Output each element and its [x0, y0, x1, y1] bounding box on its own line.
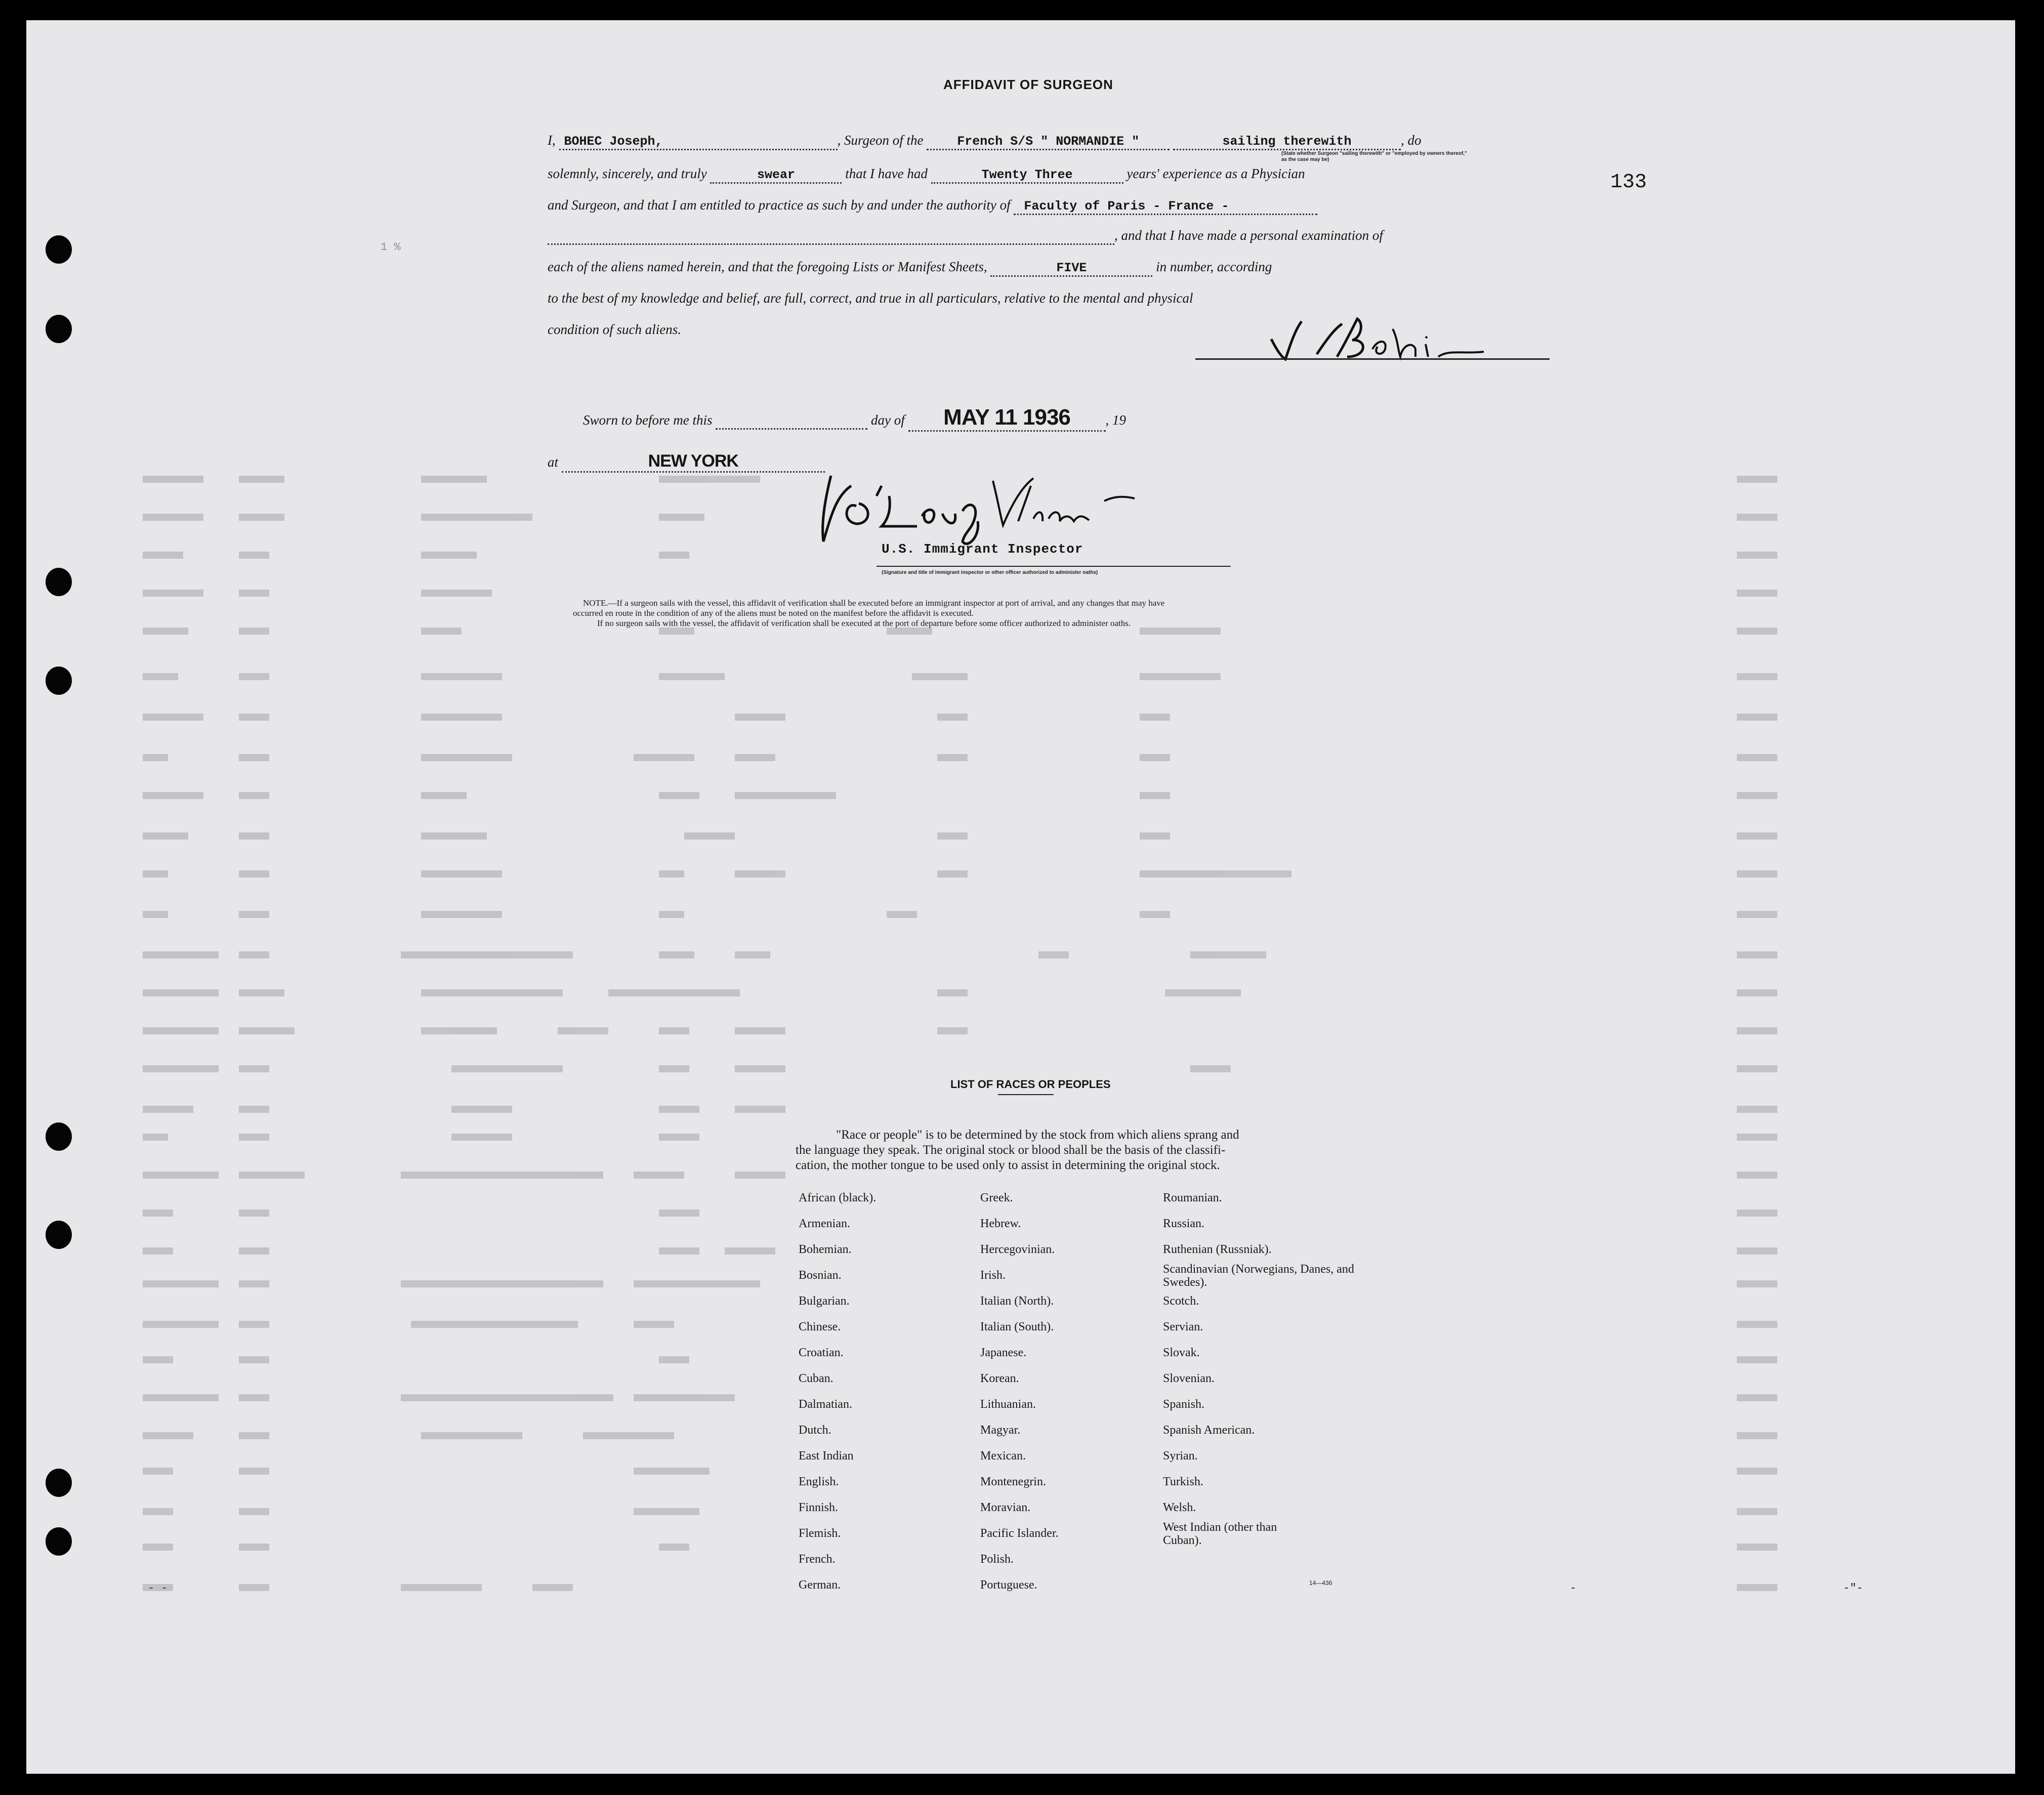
note-line-3: If no surgeon sails with the vessel, the affidavit of verification shall be executed at the port of departure before some officer authorized to administer oaths.: [597, 618, 1131, 628]
affidavit-line-5: each of the aliens named herein, and that the foregoing Lists or Manifest Sheets, FIVE in number, according: [548, 259, 1272, 277]
races-title: LIST OF RACES OR PEOPLES: [950, 1078, 1111, 1091]
signature-line: [1195, 358, 1550, 360]
races-column-3: Roumanian. Russian. Ruthenian (Russniak). Scandinavian (Norwegians, Danes, and Swedes). Scotch. Servian. Slovak. Slovenian. Spanish. Spanish American. Syrian. Turkish. Welsh. West Indian (other than Cuban).: [1163, 1191, 1354, 1547]
sailing-note: (State whether Surgeon "sailing therewith" or "employed by owners thereof," as the case may be): [1281, 151, 1467, 162]
affidavit-title: AFFIDAVIT OF SURGEON: [943, 77, 1113, 92]
sheet-count: FIVE: [990, 261, 1152, 277]
surgeon-signature: [1200, 309, 1555, 364]
inspector-title: U.S. Immigrant Inspector: [882, 541, 1083, 557]
oath-type: swear: [710, 168, 842, 184]
surgeon-name: BOHEC Joseph,: [559, 134, 838, 150]
inspector-line: [877, 566, 1231, 567]
margin-mark: 1 %: [381, 241, 401, 254]
authority: Faculty of Paris - France -: [1014, 199, 1317, 215]
inspector-signature: [801, 466, 1165, 552]
sworn-place: NEW YORK: [562, 451, 825, 473]
margin-mark: -"-: [1843, 1582, 1863, 1595]
races-title-rule: [998, 1094, 1054, 1095]
sailing-status: sailing therewith: [1173, 134, 1401, 150]
margin-mark: -: [1570, 1582, 1577, 1595]
sworn-place-line: at NEW YORK: [548, 451, 825, 473]
races-column-2: Greek. Hebrew. Hercegovinian. Irish. Italian (North). Italian (South). Japanese. Korean. Lithuanian. Magyar. Mexican. Montenegrin. Moravian. Pacific Islander. Polish. Portuguese.: [980, 1191, 1059, 1592]
document-page: [26, 20, 2015, 1774]
sworn-line: Sworn to before me this day of MAY 11 1936 , 19: [583, 405, 1126, 432]
note-line-1: NOTE.—If a surgeon sails with the vessel, this affidavit of verification shall be executed before an immigrant inspector at port of arrival, and any changes that may have: [583, 598, 1165, 608]
note-line-2: occurred en route in the condition of any of the aliens must be noted on the manifest before the affidavit is executed.: [573, 608, 974, 618]
margin-mark: - -: [148, 1582, 168, 1595]
affidavit-line-6: to the best of my knowledge and belief, are full, correct, and true in all particulars, relative to the mental and physical: [548, 290, 1193, 306]
form-code: 14—436: [1309, 1579, 1332, 1587]
inspector-note: (Signature and title of immigrant inspector or other officer authorized to administer oaths): [882, 570, 1098, 575]
sworn-date-stamp: MAY 11 1936: [908, 405, 1106, 432]
affidavit-line-3: and Surgeon, and that I am entitled to practice as such by and under the authority of Faculty of Paris - France -: [548, 197, 1317, 215]
affidavit-line-2: solemnly, sincerely, and truly swear that I have had Twenty Three years' experience as a Physician: [548, 166, 1305, 184]
affidavit-line-7: condition of such aliens.: [548, 322, 681, 337]
affidavit-line-4: , and that I have made a personal examination of: [548, 228, 1383, 245]
years-experience: Twenty Three: [931, 168, 1123, 184]
page-number: 133: [1610, 171, 1647, 194]
ship-name: French S/S " NORMANDIE ": [927, 134, 1170, 150]
races-intro: "Race or people" is to be determined by the stock from which aliens sprang and the language they speak. The original stock or blood shall be the basis of the classifi- cation, the mother tongue to be used only to assist in determining the original stock.: [796, 1128, 1239, 1172]
races-column-1: African (black). Armenian. Bohemian. Bosnian. Bulgarian. Chinese. Croatian. Cuban. Dalmatian. Dutch. East Indian English. Finnish. Flemish. French. German.: [799, 1191, 877, 1592]
blank-authority-line: [548, 228, 1114, 245]
affidavit-line-1: I, BOHEC Joseph, , Surgeon of the French S/S " NORMANDIE " sailing therewith , do: [548, 133, 1421, 150]
